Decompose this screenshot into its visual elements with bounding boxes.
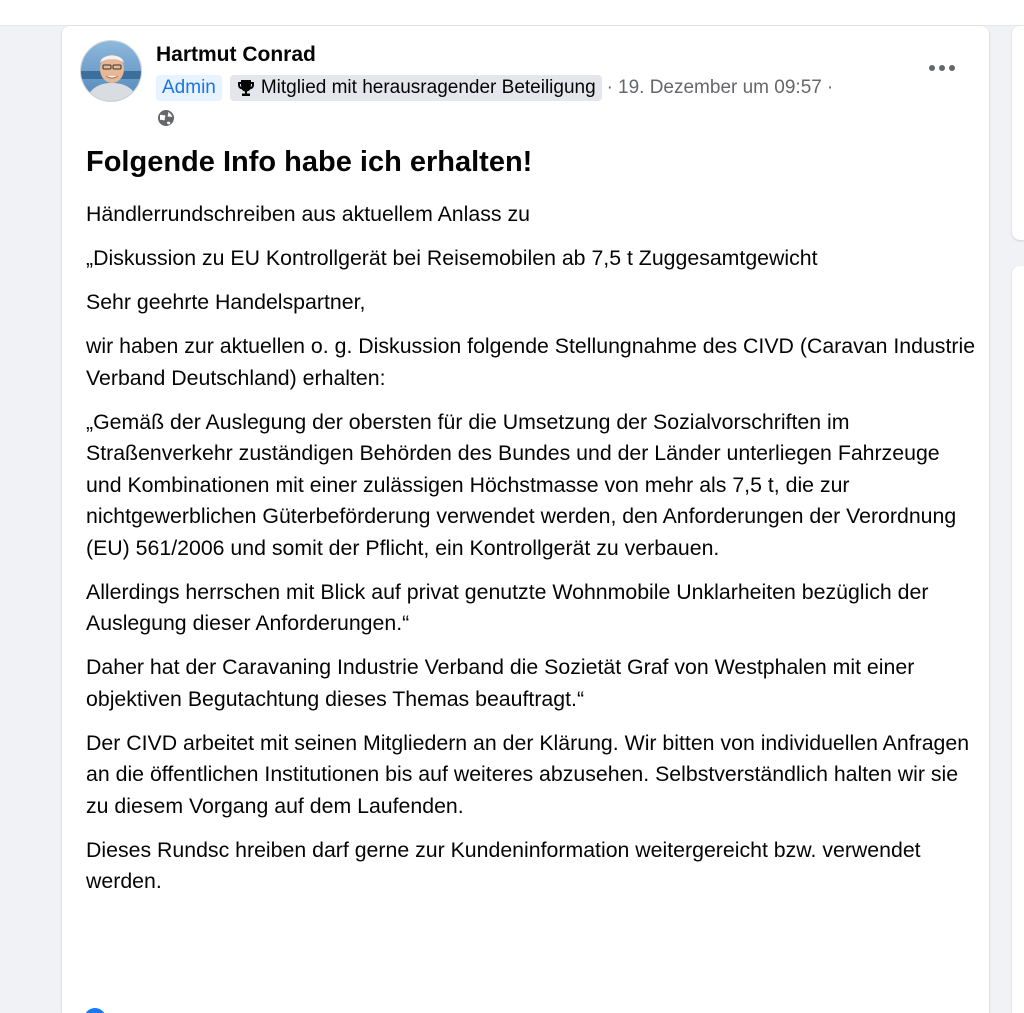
- post-timestamp[interactable]: 19. Dezember um 09:57: [618, 77, 822, 98]
- left-gutter: [0, 26, 62, 1013]
- more-dot-icon: [949, 65, 955, 71]
- avatar-image: [81, 41, 142, 102]
- more-dot-icon: [929, 65, 935, 71]
- member-badge-label: Mitglied mit herausragender Beteiligung: [260, 77, 596, 98]
- post-paragraph: Daher hat der Caravaning Industrie Verband die Sozietät Graf von Westphalen mit einer objektiven Begutachtung dieses Themas beauftragt.“: [86, 655, 915, 711]
- member-badge[interactable]: [230, 75, 602, 101]
- top-bar: [0, 0, 1024, 26]
- admin-badge[interactable]: Admin: [156, 75, 222, 101]
- globe-icon[interactable]: [156, 108, 176, 128]
- post-paragraph: Dieses Rundsc hreiben darf gerne zur Kundeninformation weitergereicht bzw. verwendet werden.: [86, 837, 921, 893]
- post-paragraph: Allerdings herrschen mit Blick auf privat genutzte Wohnmobile Unklarheiten bezüglich der Auslegung dieser Anforderungen.“: [86, 579, 929, 635]
- right-panel-bottom: [1012, 266, 1024, 1013]
- post-paragraph: Sehr geehrte Handelspartner,: [86, 290, 366, 314]
- post-paragraph: „Diskussion zu EU Kontrollgerät bei Reisemobilen ab 7,5 t Zuggesamtgewicht: [86, 246, 818, 270]
- post-paragraph: Händlerrundschreiben aus aktuellem Anlass zu: [86, 202, 530, 226]
- post-paragraph: „Gemäß der Auslegung der obersten für die Umsetzung der Sozialvorschriften im Straßenverkehr zuständigen Behörden des Bundes und der Länder unterliegen Fahrzeuge und Kombinationen mit einer zulässigen Höchstmasse von mehr als 7,5 t, die zur nichtgewerblichen Güterbeförderung verwendet werden, den Anforderungen der Verordnung (EU) 561/2006 und somit der Pflicht, ein Kontrollgerät zu verbauen.: [86, 409, 957, 560]
- more-dot-icon: [939, 65, 945, 71]
- meta-row: [156, 73, 838, 103]
- post-paragraph: wir haben zur aktuellen o. g. Diskussion folgende Stellungnahme des CIVD (Caravan Industrie Verband Deutschland) erhalten:: [86, 334, 976, 390]
- meta-separator: ·: [606, 77, 613, 98]
- more-options-button[interactable]: [924, 56, 960, 80]
- post-title: Folgende Info habe ich erhalten!: [86, 146, 533, 178]
- trophy-icon: [236, 78, 256, 98]
- author-name[interactable]: Hartmut Conrad: [156, 43, 316, 66]
- reaction-icon[interactable]: [84, 1008, 106, 1013]
- post-body: [86, 199, 976, 910]
- post-paragraph: Der CIVD arbeitet mit seinen Mitgliedern an der Klärung. Wir bitten von individuellen Anfragen an die öffentlichen Institutionen bis auf weiteres abzusehen. Selbstverständlich halten wir sie zu diesem Vorgang auf dem Laufenden.: [86, 730, 970, 818]
- meta-separator-2: ·: [826, 77, 834, 98]
- avatar[interactable]: [80, 40, 142, 102]
- post-card: [62, 26, 989, 1013]
- right-panel-top: [1012, 26, 1024, 240]
